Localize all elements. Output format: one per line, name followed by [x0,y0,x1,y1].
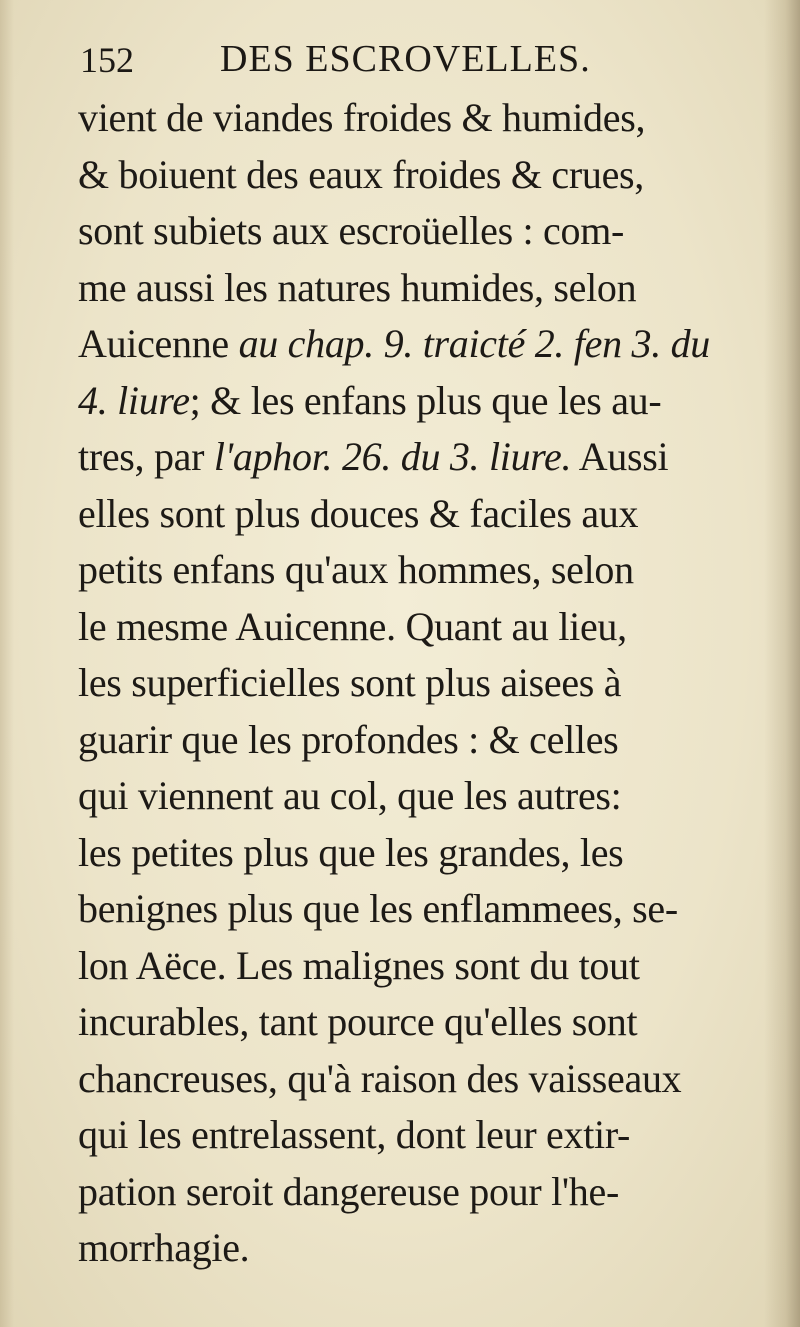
line-text: ; & les enfans plus que les au- [189,377,662,423]
text-line [78,542,768,599]
line-text: morrhagie. [78,1225,250,1270]
text-line [78,1164,768,1221]
line-text: benignes plus que les enflammees, se- [78,886,678,931]
text-line [78,825,768,882]
italic-reference: 4. liure [78,377,190,423]
text-line [78,147,768,204]
line-text: qui viennent au col, que les autres: [78,773,622,818]
line-text: lon Aëce. Les malignes sont du tout [78,942,640,988]
line-text: qui les entrelassent, dont leur extir- [78,1112,631,1157]
text-line [78,938,768,995]
text-line [78,655,768,712]
running-head [80,28,760,88]
italic-reference: au chap. 9. traicté 2. fen 3. du [238,321,710,366]
running-title: DES ESCROVELLES. [220,38,591,80]
line-text: elles sont plus douces & faciles aux [78,490,639,536]
text-line [78,203,768,260]
line-text: pation seroit dangereuse pour l'he- [78,1168,619,1214]
line-text: & boiuent des eaux froides & crues, [78,151,645,197]
text-line [78,768,768,825]
page-left-edge [0,0,14,1327]
spine-shadow [764,0,800,1327]
line-text: le mesme Auicenne. Quant au lieu, [78,603,627,649]
line-text: guarir que les profondes : & celles [78,716,619,762]
italic-reference: l'aphor. 26. du 3. liure. [213,434,572,479]
text-line [78,1220,768,1277]
line-text: les superficielles sont plus aisees à [78,660,622,705]
text-line [78,373,768,430]
line-text: petits enfans qu'aux hommes, selon [78,547,634,592]
text-line [78,712,768,769]
text-line [78,260,768,317]
line-text: sont subiets aux escroüelles : com- [78,208,625,253]
line-text: incurables, tant pource qu'elles sont [78,999,638,1044]
line-text: vient de viandes froides & humides, [78,95,646,140]
line-text: les petites plus que les grandes, les [78,829,624,875]
line-text: tres, par [78,434,214,479]
body-text [78,90,768,1277]
line-text: me aussi les natures humides, selon [78,264,637,310]
text-line [78,1051,768,1108]
line-text: Auicenne [78,321,239,366]
text-line [78,486,768,543]
text-line [78,599,768,656]
line-text: chancreuses, qu'à raison des vaisseaux [78,1055,682,1101]
text-line [78,994,768,1051]
text-line [78,316,768,373]
text-line [78,1107,768,1164]
text-line [78,90,768,147]
page-number: 152 [80,40,134,80]
line-text: Aussi [571,434,669,479]
text-line [78,429,768,486]
text-line [78,881,768,938]
